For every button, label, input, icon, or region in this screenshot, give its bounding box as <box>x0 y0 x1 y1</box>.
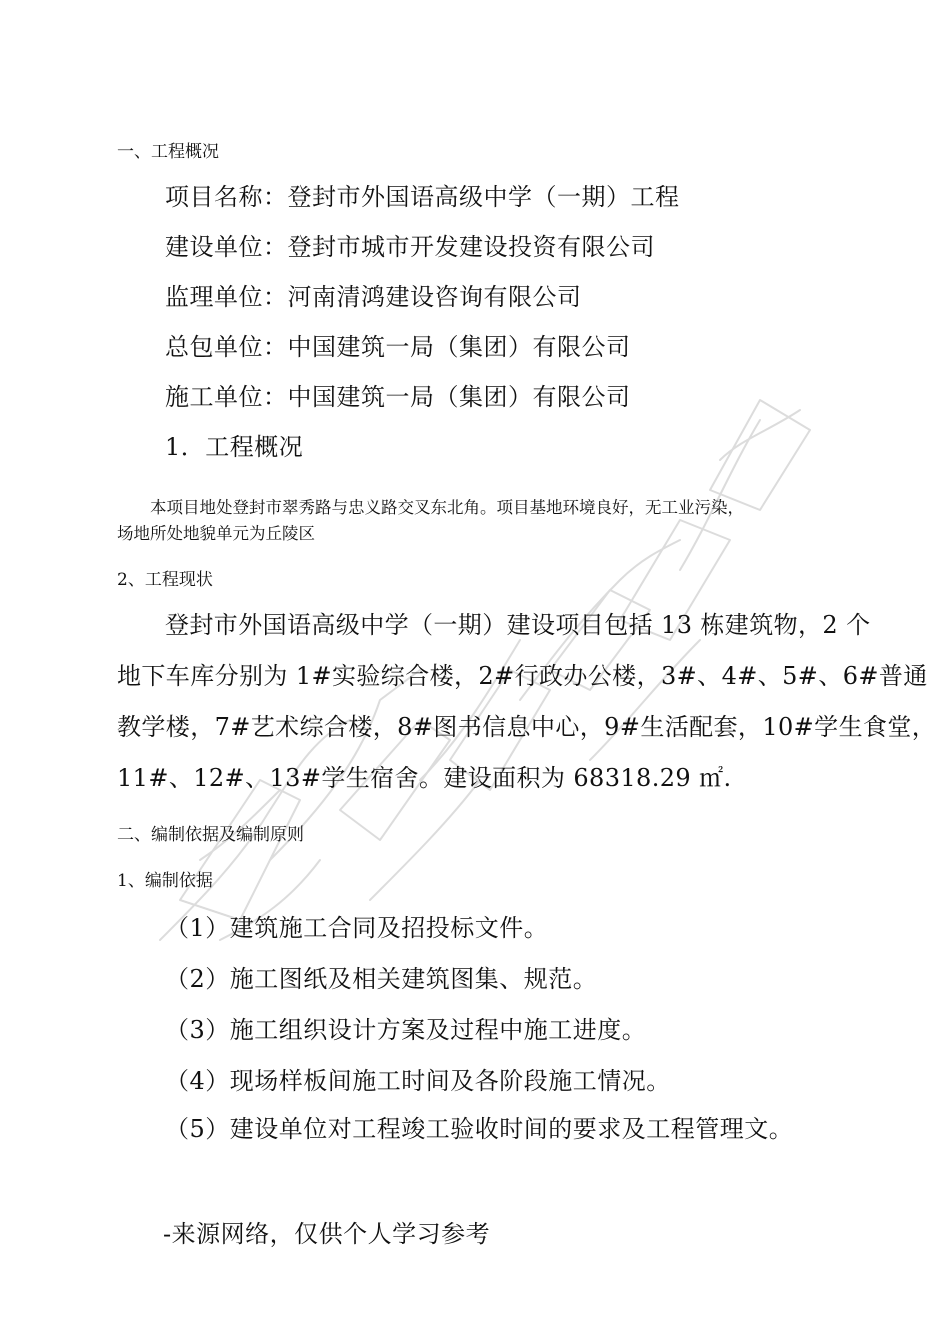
basis-item-5: （5）建设单位对工程竣工验收时间的要求及工程管理文。 <box>165 1115 794 1143</box>
construction-unit-row <box>165 227 655 262</box>
basis-item-2: （2）施工图纸及相关建筑图集、规范。 <box>165 965 598 993</box>
project-name-label: 项目名称： <box>165 183 288 211</box>
heading-project-status: 2、工程现状 <box>117 570 213 590</box>
overview-line-2: 场地所处地貌单元为丘陵区 <box>117 524 315 543</box>
general-contractor-row <box>165 327 631 362</box>
construction-unit-label: 建设单位： <box>165 233 288 261</box>
overview-line-1: 本项目地处登封市翠秀路与忠义路交叉东北角。项目基地环境良好，无工业污染， <box>150 498 744 517</box>
construction-unit-value: 登封市城市开发建设投资有限公司 <box>287 233 655 261</box>
source-footer: -来源网络，仅供个人学习参考 <box>163 1220 491 1248</box>
project-name-row <box>165 177 680 212</box>
basis-item-1: （1）建筑施工合同及招投标文件。 <box>165 914 549 942</box>
builder-unit-row <box>165 377 631 412</box>
general-contractor-label: 总包单位： <box>165 333 288 361</box>
supervision-unit-value: 河南清鸿建设咨询有限公司 <box>287 283 582 311</box>
heading-basis-principles: 二、编制依据及编制原则 <box>117 825 304 845</box>
supervision-unit-label: 监理单位： <box>165 283 288 311</box>
basis-item-3: （3）施工组织设计方案及过程中施工进度。 <box>165 1016 647 1044</box>
status-line-2: 地下车库分别为 1#实验综合楼，2#行政办公楼，3#、4#、5#、6#普通 <box>117 662 928 690</box>
status-line-1: 登封市外国语高级中学（一期）建设项目包括 13 栋建筑物，2 个 <box>165 611 871 639</box>
heading-project-overview: 一、工程概况 <box>117 142 219 162</box>
supervision-unit-row <box>165 277 582 312</box>
subheading-overview: 1．工程概况 <box>165 433 304 461</box>
status-line-4: 11#、12#、13#学生宿舍。建设面积为 68318.29 ㎡. <box>117 764 732 792</box>
builder-unit-label: 施工单位： <box>165 383 288 411</box>
project-name-value: 登封市外国语高级中学（一期）工程 <box>287 183 680 211</box>
basis-item-4: （4）现场样板间施工时间及各阶段施工情况。 <box>165 1067 671 1095</box>
heading-basis: 1、编制依据 <box>117 871 213 891</box>
builder-unit-value: 中国建筑一局（集团）有限公司 <box>287 383 631 411</box>
status-line-3: 教学楼，7#艺术综合楼，8#图书信息中心，9#生活配套，10#学生食堂， <box>117 713 937 741</box>
general-contractor-value: 中国建筑一局（集团）有限公司 <box>287 333 631 361</box>
